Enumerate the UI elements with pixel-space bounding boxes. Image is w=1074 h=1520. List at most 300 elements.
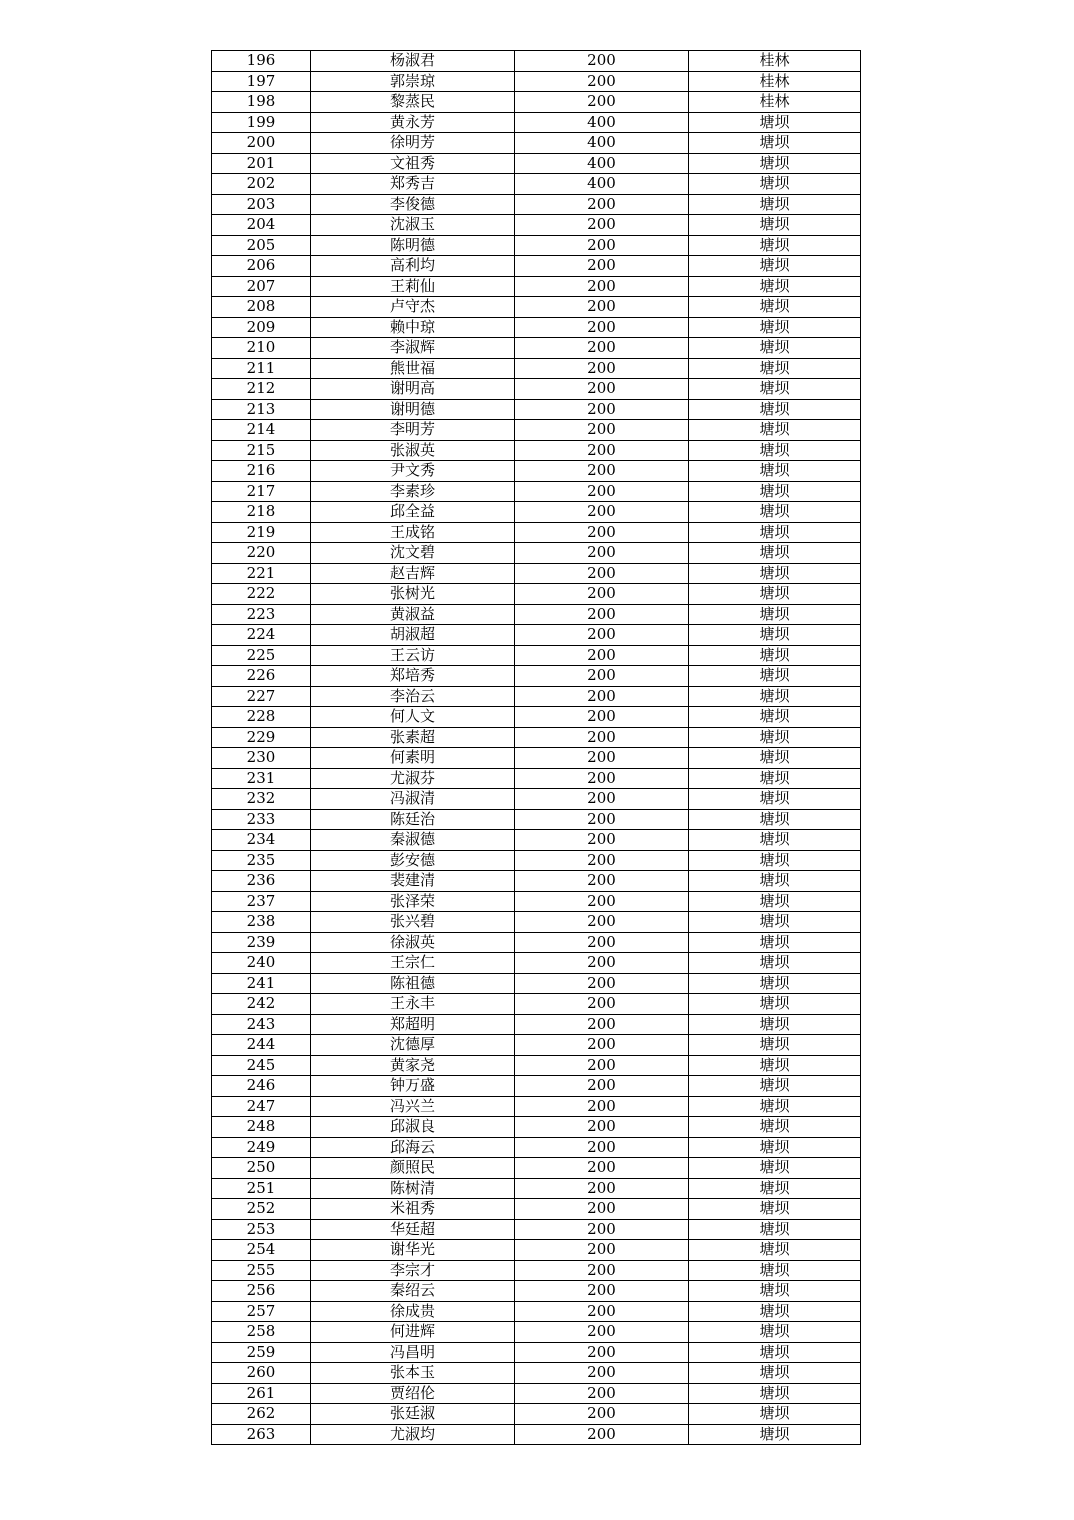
location-cell: 塘坝 <box>689 994 861 1015</box>
table-row <box>212 276 861 297</box>
name-cell: 胡淑超 <box>311 625 515 646</box>
amount-cell: 200 <box>515 789 689 810</box>
table-row <box>212 707 861 728</box>
row-number-cell: 216 <box>212 461 311 482</box>
name-cell: 王永丰 <box>311 994 515 1015</box>
location-cell: 塘坝 <box>689 1281 861 1302</box>
name-cell: 颜照民 <box>311 1158 515 1179</box>
amount-cell: 200 <box>515 912 689 933</box>
amount-cell: 200 <box>515 707 689 728</box>
amount-cell: 200 <box>515 891 689 912</box>
name-cell: 郑培秀 <box>311 666 515 687</box>
name-cell: 张泽荣 <box>311 891 515 912</box>
row-number-cell: 258 <box>212 1322 311 1343</box>
name-cell: 张廷淑 <box>311 1404 515 1425</box>
row-number-cell: 261 <box>212 1383 311 1404</box>
row-number-cell: 253 <box>212 1219 311 1240</box>
location-cell: 塘坝 <box>689 871 861 892</box>
name-cell: 王宗仁 <box>311 953 515 974</box>
name-cell: 李素珍 <box>311 481 515 502</box>
amount-cell: 200 <box>515 502 689 523</box>
location-cell: 塘坝 <box>689 256 861 277</box>
name-cell: 张淑英 <box>311 440 515 461</box>
row-number-cell: 248 <box>212 1117 311 1138</box>
row-number-cell: 212 <box>212 379 311 400</box>
name-cell: 黄永芳 <box>311 112 515 133</box>
row-number-cell: 241 <box>212 973 311 994</box>
table-row <box>212 1199 861 1220</box>
amount-cell: 200 <box>515 645 689 666</box>
name-cell: 李明芳 <box>311 420 515 441</box>
row-number-cell: 254 <box>212 1240 311 1261</box>
row-number-cell: 243 <box>212 1014 311 1035</box>
table-row <box>212 625 861 646</box>
row-number-cell: 259 <box>212 1342 311 1363</box>
name-cell: 秦淑德 <box>311 830 515 851</box>
amount-cell: 200 <box>515 686 689 707</box>
location-cell: 塘坝 <box>689 768 861 789</box>
name-cell: 高利均 <box>311 256 515 277</box>
amount-cell: 200 <box>515 1158 689 1179</box>
table-row <box>212 399 861 420</box>
location-cell: 塘坝 <box>689 1137 861 1158</box>
table-row <box>212 789 861 810</box>
location-cell: 塘坝 <box>689 440 861 461</box>
location-cell: 塘坝 <box>689 194 861 215</box>
table-row <box>212 338 861 359</box>
name-cell: 杨淑君 <box>311 51 515 72</box>
table-row <box>212 71 861 92</box>
row-number-cell: 218 <box>212 502 311 523</box>
location-cell: 塘坝 <box>689 1363 861 1384</box>
row-number-cell: 244 <box>212 1035 311 1056</box>
name-cell: 熊世福 <box>311 358 515 379</box>
name-cell: 何人文 <box>311 707 515 728</box>
row-number-cell: 229 <box>212 727 311 748</box>
table-row <box>212 973 861 994</box>
location-cell: 塘坝 <box>689 481 861 502</box>
row-number-cell: 250 <box>212 1158 311 1179</box>
amount-cell: 200 <box>515 1178 689 1199</box>
amount-cell: 400 <box>515 153 689 174</box>
row-number-cell: 197 <box>212 71 311 92</box>
table-row <box>212 1301 861 1322</box>
name-cell: 陈廷治 <box>311 809 515 830</box>
row-number-cell: 256 <box>212 1281 311 1302</box>
table-row <box>212 994 861 1015</box>
table-row <box>212 1404 861 1425</box>
name-cell: 沈淑玉 <box>311 215 515 236</box>
row-number-cell: 233 <box>212 809 311 830</box>
table-row <box>212 461 861 482</box>
amount-cell: 200 <box>515 256 689 277</box>
location-cell: 桂林 <box>689 51 861 72</box>
row-number-cell: 224 <box>212 625 311 646</box>
table-row <box>212 666 861 687</box>
location-cell: 塘坝 <box>689 932 861 953</box>
location-cell: 塘坝 <box>689 153 861 174</box>
row-number-cell: 217 <box>212 481 311 502</box>
name-cell: 张本玉 <box>311 1363 515 1384</box>
table-row <box>212 1342 861 1363</box>
amount-cell: 400 <box>515 112 689 133</box>
amount-cell: 200 <box>515 51 689 72</box>
row-number-cell: 219 <box>212 522 311 543</box>
amount-cell: 200 <box>515 399 689 420</box>
row-number-cell: 228 <box>212 707 311 728</box>
name-cell: 何进辉 <box>311 1322 515 1343</box>
table-row <box>212 1076 861 1097</box>
table-row <box>212 932 861 953</box>
table-row <box>212 686 861 707</box>
table-row <box>212 645 861 666</box>
amount-cell: 200 <box>515 809 689 830</box>
table-row <box>212 604 861 625</box>
location-cell: 塘坝 <box>689 1096 861 1117</box>
row-number-cell: 202 <box>212 174 311 195</box>
row-number-cell: 240 <box>212 953 311 974</box>
amount-cell: 200 <box>515 461 689 482</box>
table-row <box>212 543 861 564</box>
table-row <box>212 1383 861 1404</box>
location-cell: 塘坝 <box>689 399 861 420</box>
table-row <box>212 1035 861 1056</box>
location-cell: 塘坝 <box>689 317 861 338</box>
name-cell: 赵吉辉 <box>311 563 515 584</box>
name-cell: 郑超明 <box>311 1014 515 1035</box>
row-number-cell: 199 <box>212 112 311 133</box>
location-cell: 塘坝 <box>689 276 861 297</box>
table-row <box>212 92 861 113</box>
table-row <box>212 194 861 215</box>
location-cell: 塘坝 <box>689 543 861 564</box>
amount-cell: 200 <box>515 1404 689 1425</box>
name-cell: 李淑辉 <box>311 338 515 359</box>
amount-cell: 200 <box>515 1424 689 1445</box>
amount-cell: 200 <box>515 1322 689 1343</box>
location-cell: 塘坝 <box>689 338 861 359</box>
amount-cell: 200 <box>515 276 689 297</box>
name-cell: 谢明高 <box>311 379 515 400</box>
row-number-cell: 203 <box>212 194 311 215</box>
amount-cell: 200 <box>515 1014 689 1035</box>
location-cell: 塘坝 <box>689 297 861 318</box>
amount-cell: 200 <box>515 727 689 748</box>
table-row <box>212 1240 861 1261</box>
table-row <box>212 235 861 256</box>
table-row <box>212 584 861 605</box>
name-cell: 陈明德 <box>311 235 515 256</box>
row-number-cell: 211 <box>212 358 311 379</box>
row-number-cell: 220 <box>212 543 311 564</box>
row-number-cell: 245 <box>212 1055 311 1076</box>
row-number-cell: 227 <box>212 686 311 707</box>
table-row <box>212 1117 861 1138</box>
row-number-cell: 247 <box>212 1096 311 1117</box>
location-cell: 塘坝 <box>689 563 861 584</box>
name-cell: 赖中琼 <box>311 317 515 338</box>
name-cell: 冯昌明 <box>311 1342 515 1363</box>
name-cell: 徐明芳 <box>311 133 515 154</box>
table-row <box>212 51 861 72</box>
amount-cell: 200 <box>515 1240 689 1261</box>
amount-cell: 200 <box>515 1199 689 1220</box>
location-cell: 塘坝 <box>689 235 861 256</box>
row-number-cell: 226 <box>212 666 311 687</box>
name-cell: 卢守杰 <box>311 297 515 318</box>
name-cell: 陈树清 <box>311 1178 515 1199</box>
row-number-cell: 200 <box>212 133 311 154</box>
amount-cell: 200 <box>515 543 689 564</box>
table-row <box>212 891 861 912</box>
row-number-cell: 196 <box>212 51 311 72</box>
amount-cell: 200 <box>515 1219 689 1240</box>
table-row <box>212 1281 861 1302</box>
location-cell: 塘坝 <box>689 584 861 605</box>
row-number-cell: 255 <box>212 1260 311 1281</box>
row-number-cell: 236 <box>212 871 311 892</box>
table-row <box>212 112 861 133</box>
location-cell: 塘坝 <box>689 1424 861 1445</box>
location-cell: 塘坝 <box>689 1055 861 1076</box>
name-cell: 沈文碧 <box>311 543 515 564</box>
table-row <box>212 727 861 748</box>
row-number-cell: 213 <box>212 399 311 420</box>
row-number-cell: 251 <box>212 1178 311 1199</box>
location-cell: 塘坝 <box>689 973 861 994</box>
table-row <box>212 379 861 400</box>
name-cell: 郭崇琼 <box>311 71 515 92</box>
table-row <box>212 481 861 502</box>
amount-cell: 200 <box>515 932 689 953</box>
name-cell: 黄淑益 <box>311 604 515 625</box>
location-cell: 塘坝 <box>689 727 861 748</box>
location-cell: 塘坝 <box>689 133 861 154</box>
amount-cell: 200 <box>515 1383 689 1404</box>
location-cell: 塘坝 <box>689 1301 861 1322</box>
row-number-cell: 230 <box>212 748 311 769</box>
amount-cell: 200 <box>515 1117 689 1138</box>
name-cell: 尤淑芬 <box>311 768 515 789</box>
name-cell: 冯淑清 <box>311 789 515 810</box>
name-cell: 沈德厚 <box>311 1035 515 1056</box>
name-cell: 张兴碧 <box>311 912 515 933</box>
location-cell: 桂林 <box>689 71 861 92</box>
location-cell: 塘坝 <box>689 522 861 543</box>
table-row <box>212 1055 861 1076</box>
name-cell: 贾绍伦 <box>311 1383 515 1404</box>
table-row <box>212 1096 861 1117</box>
name-cell: 彭安德 <box>311 850 515 871</box>
table-row <box>212 1260 861 1281</box>
table-row <box>212 748 861 769</box>
row-number-cell: 201 <box>212 153 311 174</box>
table-row <box>212 1178 861 1199</box>
row-number-cell: 214 <box>212 420 311 441</box>
location-cell: 塘坝 <box>689 461 861 482</box>
name-cell: 谢华光 <box>311 1240 515 1261</box>
table-row <box>212 563 861 584</box>
name-cell: 黎蒸民 <box>311 92 515 113</box>
location-cell: 塘坝 <box>689 850 861 871</box>
row-number-cell: 252 <box>212 1199 311 1220</box>
name-cell: 华廷超 <box>311 1219 515 1240</box>
name-cell: 李治云 <box>311 686 515 707</box>
row-number-cell: 235 <box>212 850 311 871</box>
row-number-cell: 222 <box>212 584 311 605</box>
amount-cell: 200 <box>515 1096 689 1117</box>
table-row <box>212 953 861 974</box>
name-cell: 邱全益 <box>311 502 515 523</box>
location-cell: 塘坝 <box>689 1342 861 1363</box>
name-cell: 李宗才 <box>311 1260 515 1281</box>
row-number-cell: 237 <box>212 891 311 912</box>
location-cell: 塘坝 <box>689 953 861 974</box>
location-cell: 塘坝 <box>689 215 861 236</box>
location-cell: 塘坝 <box>689 1178 861 1199</box>
location-cell: 塘坝 <box>689 112 861 133</box>
name-cell: 秦绍云 <box>311 1281 515 1302</box>
amount-cell: 200 <box>515 1281 689 1302</box>
amount-cell: 200 <box>515 1137 689 1158</box>
amount-cell: 200 <box>515 1301 689 1322</box>
row-number-cell: 209 <box>212 317 311 338</box>
amount-cell: 200 <box>515 194 689 215</box>
location-cell: 塘坝 <box>689 1322 861 1343</box>
name-cell: 尤淑均 <box>311 1424 515 1445</box>
name-cell: 张树光 <box>311 584 515 605</box>
location-cell: 塘坝 <box>689 625 861 646</box>
amount-cell: 200 <box>515 563 689 584</box>
name-cell: 徐淑英 <box>311 932 515 953</box>
location-cell: 塘坝 <box>689 1219 861 1240</box>
name-cell: 王莉仙 <box>311 276 515 297</box>
location-cell: 塘坝 <box>689 686 861 707</box>
amount-cell: 200 <box>515 748 689 769</box>
table-row <box>212 871 861 892</box>
row-number-cell: 225 <box>212 645 311 666</box>
row-number-cell: 232 <box>212 789 311 810</box>
row-number-cell: 205 <box>212 235 311 256</box>
location-cell: 塘坝 <box>689 891 861 912</box>
location-cell: 塘坝 <box>689 645 861 666</box>
row-number-cell: 257 <box>212 1301 311 1322</box>
location-cell: 塘坝 <box>689 379 861 400</box>
table-row <box>212 133 861 154</box>
table-row <box>212 502 861 523</box>
location-cell: 塘坝 <box>689 748 861 769</box>
table-row <box>212 912 861 933</box>
row-number-cell: 263 <box>212 1424 311 1445</box>
amount-cell: 200 <box>515 358 689 379</box>
amount-cell: 200 <box>515 317 689 338</box>
amount-cell: 200 <box>515 338 689 359</box>
table-row <box>212 317 861 338</box>
amount-cell: 200 <box>515 379 689 400</box>
location-cell: 桂林 <box>689 92 861 113</box>
row-number-cell: 210 <box>212 338 311 359</box>
location-cell: 塘坝 <box>689 358 861 379</box>
table-row <box>212 1219 861 1240</box>
location-cell: 塘坝 <box>689 604 861 625</box>
amount-cell: 200 <box>515 440 689 461</box>
amount-cell: 200 <box>515 768 689 789</box>
amount-cell: 200 <box>515 215 689 236</box>
location-cell: 塘坝 <box>689 1260 861 1281</box>
row-number-cell: 206 <box>212 256 311 277</box>
table-row <box>212 297 861 318</box>
name-cell: 何素明 <box>311 748 515 769</box>
table-row <box>212 420 861 441</box>
amount-cell: 200 <box>515 994 689 1015</box>
amount-cell: 200 <box>515 584 689 605</box>
amount-cell: 200 <box>515 297 689 318</box>
row-number-cell: 198 <box>212 92 311 113</box>
table-row <box>212 1424 861 1445</box>
name-cell: 钟万盛 <box>311 1076 515 1097</box>
row-number-cell: 249 <box>212 1137 311 1158</box>
location-cell: 塘坝 <box>689 502 861 523</box>
amount-cell: 200 <box>515 604 689 625</box>
amount-cell: 200 <box>515 1035 689 1056</box>
name-cell: 米祖秀 <box>311 1199 515 1220</box>
table-row <box>212 1363 861 1384</box>
location-cell: 塘坝 <box>689 789 861 810</box>
row-number-cell: 260 <box>212 1363 311 1384</box>
row-number-cell: 239 <box>212 932 311 953</box>
name-cell: 裴建清 <box>311 871 515 892</box>
amount-cell: 200 <box>515 1260 689 1281</box>
location-cell: 塘坝 <box>689 912 861 933</box>
location-cell: 塘坝 <box>689 1117 861 1138</box>
location-cell: 塘坝 <box>689 420 861 441</box>
table-row <box>212 256 861 277</box>
table-row <box>212 768 861 789</box>
amount-cell: 200 <box>515 522 689 543</box>
name-cell: 谢明德 <box>311 399 515 420</box>
amount-cell: 200 <box>515 1363 689 1384</box>
table-row <box>212 830 861 851</box>
row-number-cell: 231 <box>212 768 311 789</box>
row-number-cell: 223 <box>212 604 311 625</box>
table-row <box>212 440 861 461</box>
name-cell: 文祖秀 <box>311 153 515 174</box>
row-number-cell: 215 <box>212 440 311 461</box>
amount-cell: 400 <box>515 133 689 154</box>
amount-cell: 200 <box>515 235 689 256</box>
table-row <box>212 358 861 379</box>
table-row <box>212 215 861 236</box>
location-cell: 塘坝 <box>689 666 861 687</box>
name-cell: 王云访 <box>311 645 515 666</box>
amount-cell: 200 <box>515 973 689 994</box>
table-row <box>212 1137 861 1158</box>
location-cell: 塘坝 <box>689 1035 861 1056</box>
table-body <box>212 51 861 1445</box>
row-number-cell: 238 <box>212 912 311 933</box>
amount-cell: 200 <box>515 953 689 974</box>
location-cell: 塘坝 <box>689 1158 861 1179</box>
name-cell: 张素超 <box>311 727 515 748</box>
name-cell: 邱海云 <box>311 1137 515 1158</box>
name-cell: 李俊德 <box>311 194 515 215</box>
table-row <box>212 809 861 830</box>
amount-cell: 200 <box>515 420 689 441</box>
name-cell: 郑秀吉 <box>311 174 515 195</box>
location-cell: 塘坝 <box>689 1383 861 1404</box>
row-number-cell: 262 <box>212 1404 311 1425</box>
amount-cell: 200 <box>515 625 689 646</box>
